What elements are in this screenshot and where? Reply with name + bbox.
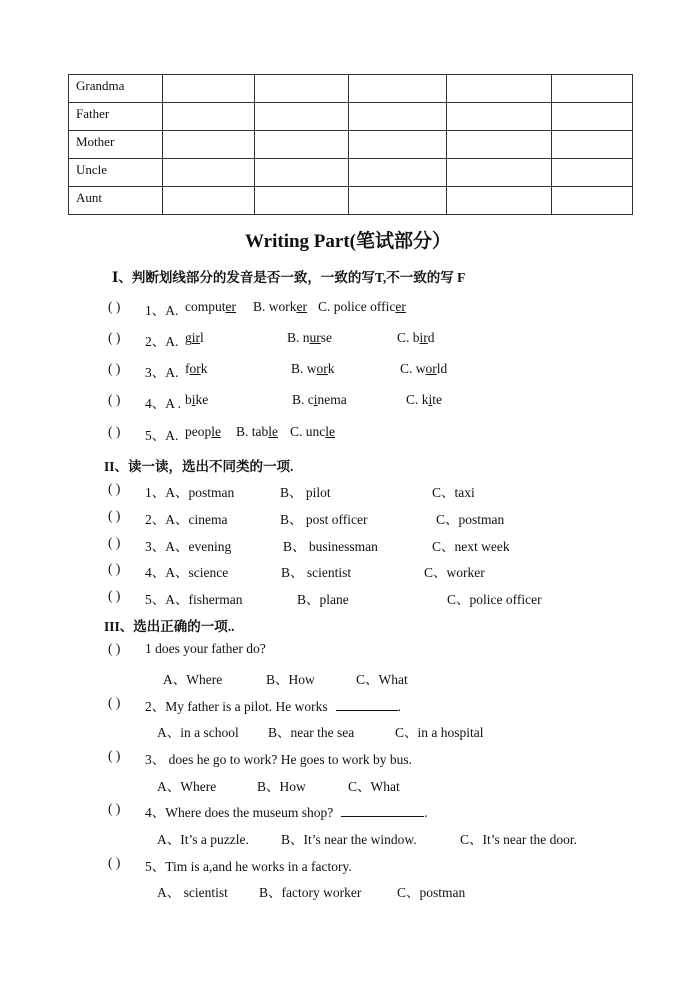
- question-text: 1 does your father do?: [145, 641, 266, 656]
- option-a: A、Where: [157, 779, 217, 794]
- answer-paren: ( ): [108, 299, 121, 314]
- answer-paren: ( ): [108, 641, 121, 656]
- option-c: C. police officer: [318, 299, 406, 314]
- option-a: 1、A、postman: [145, 485, 235, 500]
- question-number: 3、A.: [145, 365, 179, 380]
- table-row: [69, 131, 633, 159]
- option-b: B、 pilot: [280, 485, 331, 500]
- row-label: Grandma: [69, 75, 163, 103]
- option-b: B. worker: [253, 299, 307, 314]
- option-b: B. cinema: [292, 392, 347, 407]
- option-c: C、in a hospital: [395, 725, 484, 740]
- section-2-heading: II、读一读，选出不同类的一项.: [104, 459, 294, 474]
- answer-paren: ( ): [108, 588, 121, 603]
- answer-paren: ( ): [108, 748, 121, 763]
- option-c: C、What: [348, 779, 400, 794]
- answer-paren: ( ): [108, 392, 121, 407]
- option-a: 3、A、evening: [145, 539, 232, 554]
- option-a: A、 scientist: [157, 885, 228, 900]
- row-label: Aunt: [69, 187, 163, 215]
- answer-paren: ( ): [108, 801, 121, 816]
- section-3-heading: III、选出正确的一项..: [104, 619, 235, 634]
- table-row: [69, 187, 633, 215]
- question-number: 5、A.: [145, 428, 179, 443]
- option-a: fork: [185, 361, 208, 376]
- row-label: Father: [69, 103, 163, 131]
- answer-blank: [341, 804, 424, 817]
- family-table: [68, 74, 633, 215]
- option-c: C. kite: [406, 392, 443, 407]
- option-c: C、postman: [436, 512, 505, 527]
- option-a: A、It’s a puzzle.: [157, 832, 249, 847]
- option-c: C. bird: [397, 330, 435, 345]
- answer-paren: ( ): [108, 535, 121, 550]
- option-b: B、plane: [297, 592, 349, 607]
- option-b: B、near the sea: [268, 725, 355, 740]
- answer-paren: ( ): [108, 855, 121, 870]
- option-c: C、What: [356, 672, 408, 687]
- option-c: C. world: [400, 361, 448, 376]
- option-a: computer: [185, 299, 236, 314]
- option-c: C、It’s near the door.: [460, 832, 577, 847]
- question-number: 2、A.: [145, 334, 179, 349]
- answer-paren: ( ): [108, 361, 121, 376]
- table-row: [69, 103, 633, 131]
- option-c: C、taxi: [432, 485, 475, 500]
- question-number: 1、A.: [145, 303, 179, 318]
- question-text: 3、 does he go to work? He goes to work by bus.: [145, 752, 412, 767]
- answer-paren: ( ): [108, 481, 121, 496]
- option-b: B、 post officer: [280, 512, 368, 527]
- option-b: B、 scientist: [281, 565, 352, 580]
- option-a: girl: [185, 330, 204, 345]
- option-c: C、next week: [432, 539, 510, 554]
- answer-paren: ( ): [108, 508, 121, 523]
- option-a: 4、A、science: [145, 565, 229, 580]
- option-c: C、postman: [397, 885, 466, 900]
- option-a: A、Where: [163, 672, 223, 687]
- option-c: C、worker: [424, 565, 485, 580]
- option-a: 5、A、fisherman: [145, 592, 243, 607]
- question-text: 5、Tim is a,and he works in a factory.: [145, 859, 352, 874]
- option-a: 2、A、cinema: [145, 512, 228, 527]
- option-a: bike: [185, 392, 209, 407]
- option-b: B、factory worker: [259, 885, 362, 900]
- question-text: 4、Where does the museum shop? .: [145, 805, 428, 820]
- page-title: Writing Part(笔试部分）: [245, 231, 451, 252]
- answer-paren: ( ): [108, 561, 121, 576]
- question-number: 4、A .: [145, 396, 182, 411]
- row-label: Uncle: [69, 159, 163, 187]
- section-1-heading: Ⅰ、判断划线部分的发音是否一致，一致的写T,不一致的写 F: [112, 270, 466, 285]
- answer-blank: [336, 698, 398, 711]
- answer-paren: ( ): [108, 330, 121, 345]
- option-a: people: [185, 424, 221, 439]
- option-b: B. work: [291, 361, 335, 376]
- table-row: [69, 159, 633, 187]
- table-row: [69, 75, 633, 103]
- option-b: B、It’s near the window.: [281, 832, 417, 847]
- option-c: C、police officer: [447, 592, 542, 607]
- option-b: B. table: [236, 424, 278, 439]
- option-b: B、How: [257, 779, 306, 794]
- answer-paren: ( ): [108, 695, 121, 710]
- option-b: B、 businessman: [283, 539, 378, 554]
- option-b: B. nurse: [287, 330, 333, 345]
- option-c: C. uncle: [290, 424, 335, 439]
- row-label: Mother: [69, 131, 163, 159]
- question-text: 2、My father is a pilot. He works .: [145, 699, 401, 714]
- option-b: B、How: [266, 672, 315, 687]
- answer-paren: ( ): [108, 424, 121, 439]
- option-a: A、in a school: [157, 725, 239, 740]
